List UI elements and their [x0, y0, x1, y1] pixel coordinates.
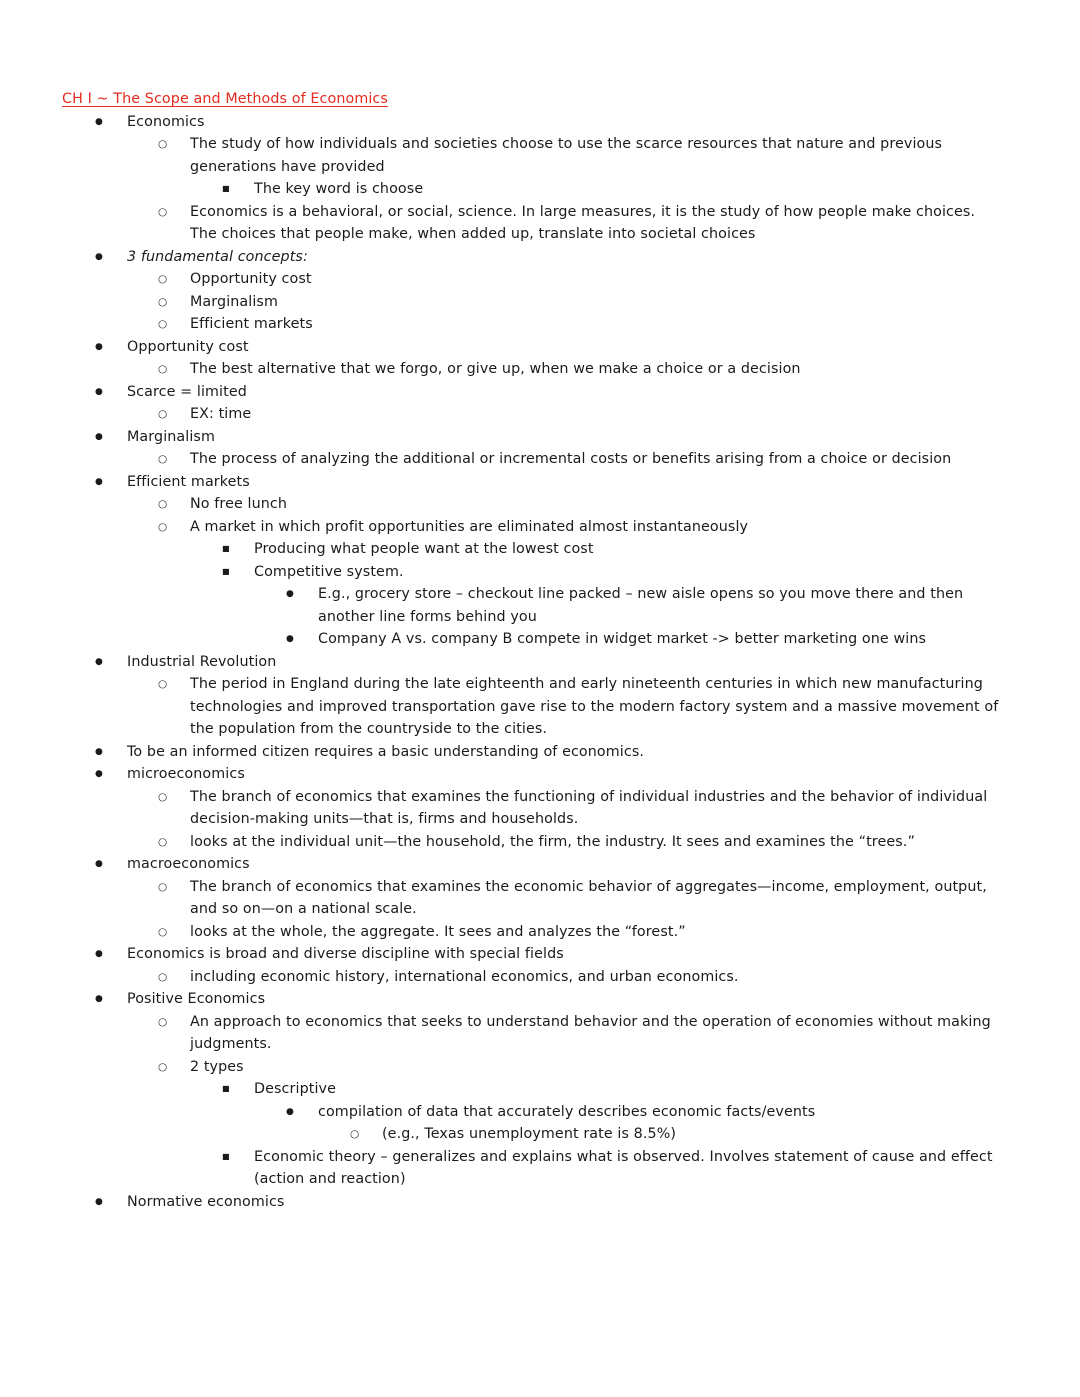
bullet-disc-icon: ●: [95, 476, 103, 487]
list-item: [158, 493, 1000, 516]
bullet-disc-icon: ●: [95, 431, 103, 442]
list-item: [95, 246, 1000, 269]
list-item: [158, 291, 1000, 314]
bullet-circle-icon: ○: [158, 318, 168, 330]
list-item: [95, 381, 1000, 404]
list-item-text: Economics is a behavioral, or social, science. In large measures, it is the study of how people make choices. The choices that people make, when added up, translate into societal choices: [190, 203, 976, 242]
bullet-square-icon: ■: [222, 1151, 230, 1161]
list-item-text: Normative economics: [127, 1193, 285, 1210]
list-item-text: The process of analyzing the additional or incremental costs or benefits arising from a choice or decision: [190, 451, 952, 467]
bullet-square-icon: ■: [222, 1084, 230, 1093]
list-item-text: An approach to economics that seeks to understand behavior and the operation of economies without making judgments.: [190, 1013, 991, 1052]
bullet-disc-icon: ●: [95, 116, 103, 127]
bullet-circle-icon: ○: [158, 138, 168, 150]
list-item-text: Producing what people want at the lowest cost: [254, 541, 594, 557]
list-item: [158, 966, 1000, 989]
bullet-list: [0, 111, 1000, 1214]
list-item: [158, 313, 1000, 336]
bullet-disc-icon: ●: [95, 949, 103, 959]
list-item-text: compilation of data that accurately describes economic facts/events: [318, 1103, 816, 1120]
bullet-disc-icon: ●: [95, 746, 103, 757]
bullet-disc-icon: ●: [95, 994, 103, 1004]
list-item-text: Competitive system.: [254, 563, 404, 580]
bullet-disc-icon: ●: [95, 656, 103, 667]
list-item-text: Marginalism: [127, 428, 216, 445]
list-item: [286, 628, 1000, 651]
bullet-circle-icon: ○: [158, 408, 168, 420]
list-item-text: Marginalism: [190, 293, 279, 310]
list-item-text: Efficient markets: [127, 473, 250, 490]
list-item: [95, 943, 1000, 966]
list-item-text: macroeconomics: [127, 856, 250, 872]
list-item: [95, 111, 1000, 134]
list-item: [95, 336, 1000, 359]
list-item-text: The period in England during the late eighteenth and early nineteenth centuries in which new manufacturing technologies and improved transportation gave rise to the modern factory system and a massive movement of the population from the countryside to the cities.: [190, 676, 999, 737]
list-item-text: Economics is broad and diverse discipline with special fields: [127, 946, 564, 962]
bullet-circle-icon: ○: [158, 790, 168, 803]
bullet-circle-icon: ○: [350, 1128, 360, 1140]
bullet-disc-icon: ●: [95, 341, 103, 352]
bullet-disc-icon: ●: [95, 859, 103, 869]
list-item-text: Efficient markets: [190, 316, 313, 332]
list-item-text: Company A vs. company B compete in widget market -> better marketing one wins: [318, 631, 927, 647]
list-item-text: The study of how individuals and societies choose to use the scarce resources that nature and previous generations have provided: [190, 136, 943, 175]
list-item-text: Opportunity cost: [190, 271, 312, 287]
list-item: [95, 471, 1000, 494]
page-title: CH I ~ The Scope and Methods of Economics: [62, 91, 388, 107]
list-item-text: No free lunch: [190, 496, 288, 512]
list-item: [95, 763, 1000, 786]
list-item: [95, 651, 1000, 674]
list-item: [158, 921, 1000, 944]
bullet-circle-icon: ○: [158, 295, 168, 308]
list-item: [95, 741, 1000, 764]
bullet-disc-icon: ●: [286, 589, 294, 599]
list-item: [158, 1011, 1000, 1056]
list-item-text: E.g., grocery store – checkout line packed – new aisle opens so you move there and then another line forms behind you: [318, 586, 964, 625]
list-item: [158, 133, 1000, 178]
list-item: [158, 448, 1000, 471]
bullet-circle-icon: ○: [158, 520, 168, 533]
list-item-text: EX: time: [190, 406, 252, 422]
list-item: [158, 516, 1000, 539]
list-item: [158, 358, 1000, 381]
list-item: [222, 1078, 1000, 1101]
bullet-circle-icon: ○: [158, 1015, 168, 1028]
list-item-text: looks at the whole, the aggregate. It sees and analyzes the “forest.”: [190, 923, 686, 940]
bullet-square-icon: ■: [222, 566, 230, 576]
list-item: [158, 831, 1000, 854]
bullet-square-icon: ■: [222, 184, 230, 193]
list-item: [222, 561, 1000, 584]
bullet-disc-icon: ●: [286, 1106, 294, 1117]
list-item: [286, 1101, 1000, 1124]
list-item: [95, 426, 1000, 449]
list-item-text: A market in which profit opportunities are eliminated almost instantaneously: [190, 518, 749, 535]
list-item: [158, 786, 1000, 831]
bullet-disc-icon: ●: [95, 251, 103, 262]
bullet-circle-icon: ○: [158, 273, 168, 285]
list-item: [158, 673, 1000, 741]
bullet-circle-icon: ○: [158, 925, 168, 938]
list-item: [95, 1191, 1000, 1214]
list-item: [95, 988, 1000, 1011]
list-item-text: 3 fundamental concepts:: [127, 248, 308, 265]
list-item-text: looks at the individual unit—the household, the firm, the industry. It sees and examines the “trees.”: [190, 833, 915, 850]
list-item: [350, 1123, 1000, 1146]
list-item: [158, 403, 1000, 426]
list-item-text: microeconomics: [127, 766, 245, 782]
bullet-circle-icon: ○: [158, 880, 168, 893]
list-item: [222, 178, 1000, 201]
list-item: [95, 853, 1000, 876]
list-item-text: Economics: [127, 113, 205, 130]
list-item-text: 2 types: [190, 1058, 244, 1075]
list-item-text: Economic theory – generalizes and explains what is observed. Involves statement of cause and effect (action and reaction): [254, 1148, 993, 1187]
bullet-circle-icon: ○: [158, 363, 168, 375]
list-item-text: The branch of economics that examines the functioning of individual industries and the behavior of individual decision-making units—that is, firms and households.: [190, 788, 988, 827]
bullet-circle-icon: ○: [158, 1060, 168, 1073]
list-item-text: Positive Economics: [127, 991, 266, 1007]
bullet-disc-icon: ●: [95, 769, 103, 779]
list-item-text: To be an informed citizen requires a basic understanding of economics.: [127, 743, 645, 760]
list-item-text: Opportunity cost: [127, 338, 249, 355]
list-item: [158, 876, 1000, 921]
list-item-text: including economic history, international economics, and urban economics.: [190, 968, 739, 985]
bullet-circle-icon: ○: [158, 205, 168, 218]
list-item-text: (e.g., Texas unemployment rate is 8.5%): [382, 1126, 677, 1142]
list-item: [158, 201, 1000, 246]
list-item-text: The key word is choose: [254, 181, 424, 197]
list-item: [222, 1146, 1000, 1191]
list-item: [158, 268, 1000, 291]
list-item: [158, 1056, 1000, 1079]
bullet-circle-icon: ○: [158, 678, 168, 690]
bullet-circle-icon: ○: [158, 835, 168, 848]
bullet-circle-icon: ○: [158, 498, 168, 510]
bullet-circle-icon: ○: [158, 970, 168, 983]
list-item: [222, 538, 1000, 561]
list-item-text: The branch of economics that examines the economic behavior of aggregates—income, employment, output, and so on—on a national scale.: [190, 878, 987, 917]
list-item-text: Scarce = limited: [127, 383, 247, 400]
list-item-text: The best alternative that we forgo, or give up, when we make a choice or a decision: [190, 361, 801, 377]
bullet-circle-icon: ○: [158, 453, 168, 465]
list-item-text: Industrial Revolution: [127, 653, 277, 670]
bullet-disc-icon: ●: [95, 386, 103, 397]
list-item: [286, 583, 1000, 628]
bullet-disc-icon: ●: [286, 634, 294, 644]
bullet-disc-icon: ●: [95, 1196, 103, 1207]
list-item-text: Descriptive: [254, 1081, 336, 1097]
bullet-square-icon: ■: [222, 544, 230, 553]
